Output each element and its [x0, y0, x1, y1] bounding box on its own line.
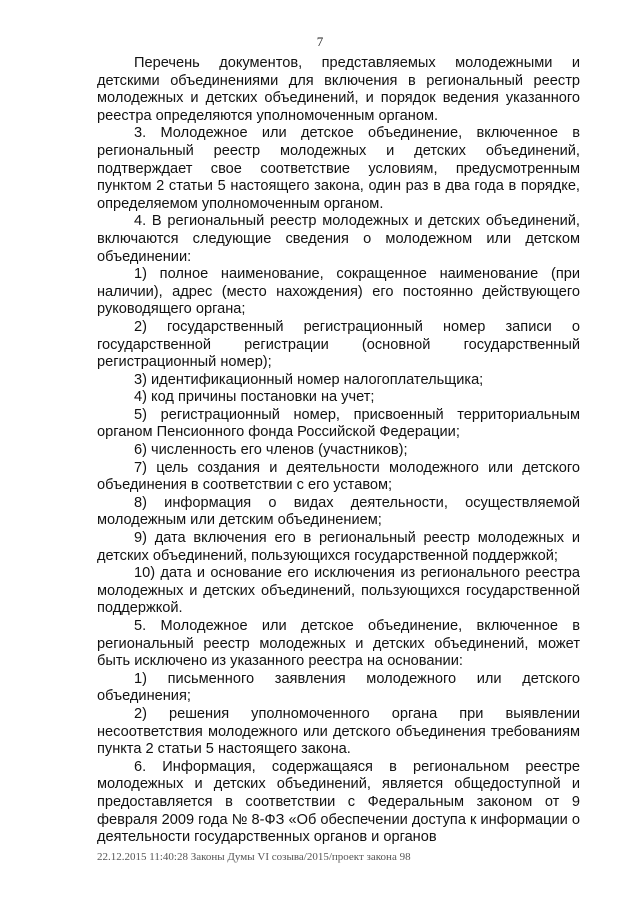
list-item: 2) решения уполномоченного органа при выявлении несоответствия молодежного или детского объединения требованиям пункта 2 статьи 5 настоящего закона. [97, 705, 580, 758]
list-item: 1) письменного заявления молодежного или детского объединения; [97, 670, 580, 705]
list-item: 5) регистрационный номер, присвоенный территориальным органом Пенсионного фонда Российской Федерации; [97, 406, 580, 441]
paragraph: 3. Молодежное или детское объединение, включенное в региональный реестр молодежных и детских объединений, подтверждает свое соответствие условиям, предусмотренным пунктом 2 статьи 5 настоящего закона, один раз в два года в порядке, определяемом уполномоченным органом. [97, 125, 580, 212]
list-item: 10) дата и основание его исключения из регионального реестра молодежных и детских объединений, пользующихся государственной поддержкой. [97, 565, 580, 617]
paragraph: Перечень документов, представляемых молодежными и детскими объединениями для включения в региональный реестр молодежных и детских объединений, и порядок ведения указанного реестра определяются уполномоченным органом. [97, 55, 580, 124]
list-item: 8) информация о видах деятельности, осуществляемой молодежным или детским объединением; [97, 494, 580, 529]
paragraph: 5. Молодежное или детское объединение, включенное в региональный реестр молодежных и детских объединений, может быть исключено из указанного реестра на основании: [97, 618, 580, 670]
list-item: 9) дата включения его в региональный реестр молодежных и детских объединений, пользующихся государственной поддержкой; [97, 530, 580, 564]
paragraph: 6. Информация, содержащаяся в региональном реестре молодежных и детских объединений, является общедоступной и предоставляется в соответствии с Федеральным законом от 9 февраля 2009 года № 8-ФЗ «Об обеспечении доступа к информации о деятельности государственных органов и органов [97, 758, 580, 846]
list-item: 1) полное наименование, сокращенное наименование (при наличии), адрес (место нахождения) его постоянно действующего руководящего органа; [97, 266, 580, 318]
footer-stamp: 22.12.2015 11:40:28 Законы Думы VI созыва/2015/проект закона 98 [97, 851, 411, 863]
list-item: 2) государственный регистрационный номер записи о государственной регистрации (основной государственный регистрационный номер); [97, 318, 580, 371]
list-item: 4) код причины постановки на учет; [134, 389, 375, 406]
paragraph: 4. В региональный реестр молодежных и детских объединений, включаются следующие сведения о молодежном или детском объединении: [97, 213, 580, 265]
list-item: 6) численность его членов (участников); [134, 442, 408, 459]
list-item: 7) цель создания и деятельности молодежного или детского объединения в соответствии с его уставом; [97, 459, 580, 494]
list-item: 3) идентификационный номер налогоплательщика; [134, 371, 484, 388]
page-number: 7 [316, 34, 324, 49]
document-body [97, 55, 580, 847]
